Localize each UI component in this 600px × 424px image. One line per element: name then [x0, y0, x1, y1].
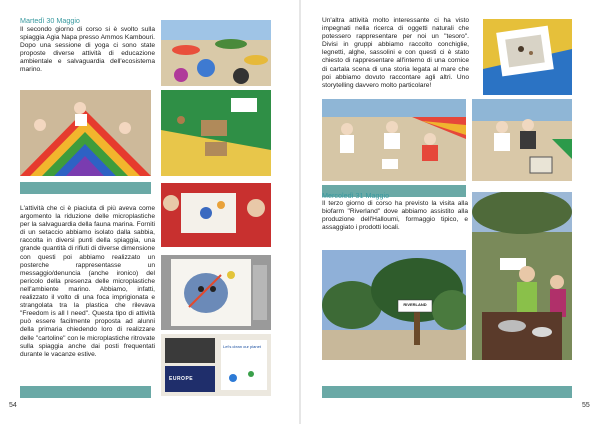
photo-green-cloth-boxes [161, 90, 271, 176]
treasure-activity-text: Un'altra attività molto interessante ci ha visto impegnati nella ricerca di oggetti naturali che potessero rappresentare per noi un "tesoro". Divisi in gruppi abbiamo raccolto conchiglie, legnetti, alghe, sassolini e con questi ci è stato chiesto di rappresentare all'interno di una cornice di cartala scena di una storia legata al mare che poi abbiamo dovuto raccontare agli altri. Uno storytelling davvero molto particolare! [322, 17, 469, 89]
tuesday-intro-text: Il secondo giorno di corso si è svolto sulla spiaggia Agia Napa presso Ammos Kambouri. Dopo una sessione di yoga ci sono state proposte diverse attività di educazione ambientale e salvaguardia dell'ecosistema marino. [20, 26, 155, 74]
footer-bar [322, 386, 572, 398]
photo-beach-umbrellas [161, 20, 271, 86]
riverland-sign: RIVERLAND [403, 302, 427, 307]
section-divider-bar [20, 182, 151, 194]
photo-riverland-farm [322, 250, 466, 360]
farm-visit-text: Il terzo giorno di corso ha previsto la visita alla biofarm "Riverland" dove abbiamo assistito alla produzione dell'Halloumi, formaggio tipico, e assaggiato i prodotti locali. [322, 200, 468, 232]
footer-bar [20, 386, 151, 398]
page-number-55: 55 [582, 402, 590, 409]
photo-poster-making [161, 183, 271, 247]
photo-frame-on-sand [472, 99, 572, 181]
poster-europe-label: EUROPE [169, 376, 194, 382]
section-heading-tuesday: Martedì 30 Maggio [20, 16, 80, 25]
card-clean-planet-label: Let's clean our planet [223, 344, 261, 349]
right-page [301, 0, 600, 424]
photo-rainbow-parachute [20, 90, 151, 176]
section-heading-wednesday: Mercoledì 31 Maggio [322, 191, 390, 200]
photo-seal-poster [161, 255, 271, 330]
photo-treasure-frame [483, 19, 572, 95]
photo-europe-poster [161, 334, 271, 396]
page-number-54: 54 [9, 402, 17, 409]
photo-halloumi-production [472, 192, 572, 360]
left-page [0, 0, 299, 424]
microplastics-text: L'attività che ci è piaciuta di più aveva come argomento la riduzione delle microplastiche per la salvaguardia della fauna marina. Forniti di un setaccio abbiamo isolato dalla sabbia, raccolta in diversi punti della spiaggia, una grande quantità di rifiuti di diverse dimensione con questi poi abbiamo realizzato un posterche rappresentasse un messaggio/denuncia (anche ironico) del pericolo della presenza delle microplastiche nell'ambiente marino. Abbiamo, infatti, realizzato il volto di una foca imprigionata e strangolata tra la plastica che rilevava "Freedom is all I need". Questa tipo di attività può essere facilmente proposta ad alunni della primaria chiedendo loro di realizzare delle "cartoline" con le microplastiche ritrovate sulla spiaggia anche dai posti frequentati durante le vacanze estive. [20, 205, 155, 358]
photo-group-beach-frames [322, 99, 466, 181]
